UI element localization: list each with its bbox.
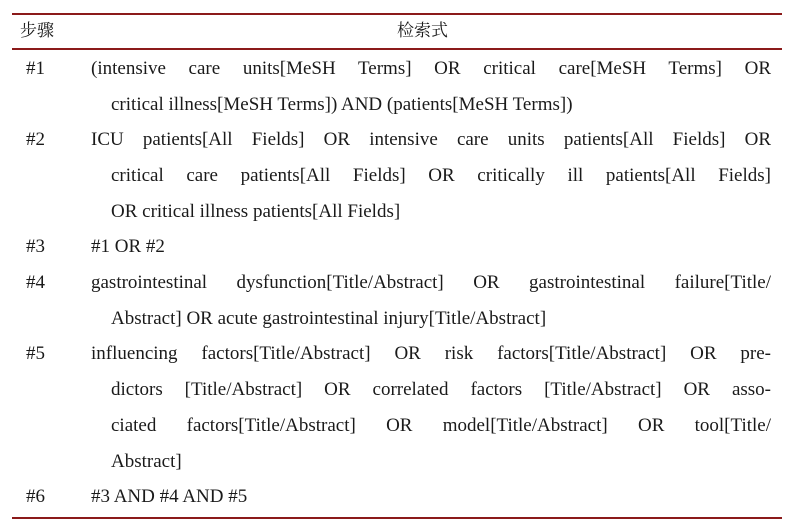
query-line: gastrointestinal dysfunction[Title/Abstract] OR gastrointestinal failure[Title/ [91,272,771,293]
query-line: ICU patients[All Fields] OR intensive care units patients[All Fields] OR [91,129,771,150]
query-line: critical care patients[All Fields] OR critically ill patients[All Fields] [111,165,771,186]
query-line: #1 OR #2 [91,236,165,257]
query-line: OR critical illness patients[All Fields] [111,201,401,222]
query-line: influencing factors[Title/Abstract] OR risk factors[Title/Abstract] OR pre- [91,343,771,364]
step-number: #5 [26,343,45,364]
step-number: #6 [26,486,45,507]
query-text [91,229,771,265]
step-number: #4 [26,272,45,293]
search-strategy-table [12,0,782,526]
query-line: dictors [Title/Abstract] OR correlated factors [Title/Abstract] OR asso- [111,379,771,400]
query-text [91,336,771,480]
header-query: 检索式 [397,21,448,41]
step-number: #3 [26,236,45,257]
query-line: Abstract] OR acute gastrointestinal injury[Title/Abstract] [111,308,547,329]
query-line: ciated factors[Title/Abstract] OR model[Title/Abstract] OR tool[Title/ [111,415,771,436]
query-line: #3 AND #4 AND #5 [91,486,248,507]
query-text [91,479,771,515]
query-line: (intensive care units[MeSH Terms] OR critical care[MeSH Terms] OR [91,58,771,79]
query-line: Abstract] [111,451,182,472]
query-line: critical illness[MeSH Terms]) AND (patients[MeSH Terms]) [111,94,573,115]
bottom-rule [12,517,782,519]
step-number: #2 [26,129,45,150]
query-text [91,51,771,123]
query-text [91,122,771,230]
header-rule [12,48,782,50]
query-text [91,265,771,337]
step-number: #1 [26,58,45,79]
header-step: 步骤 [20,21,54,41]
